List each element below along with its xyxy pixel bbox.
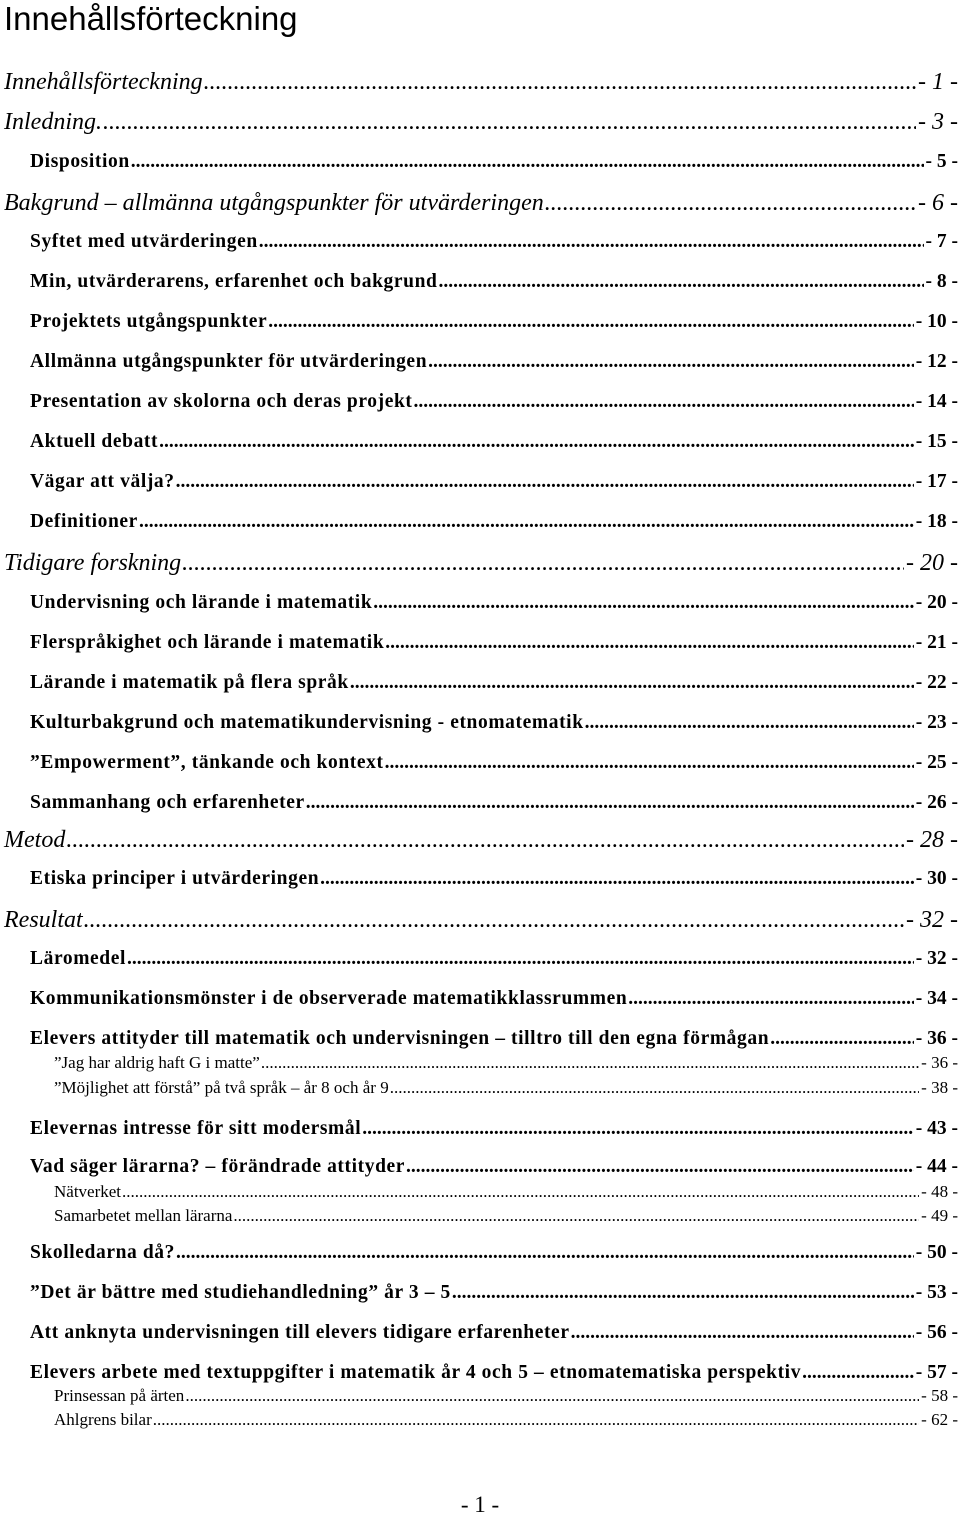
- toc-entry-title: ”Empowerment”, tänkande och kontext: [30, 752, 384, 773]
- toc-entry-page: - 26 -: [915, 792, 958, 813]
- toc-entry-title: ”Jag har aldrig haft G i matte”: [54, 1053, 260, 1072]
- toc-entry-title: Bakgrund – allmänna utgångspunkter för utvärderingen: [4, 190, 544, 216]
- toc-entry-title: Kulturbakgrund och matematikundervisning - etnomatematik: [30, 712, 584, 733]
- toc-entry-title: Elevernas intresse för sitt modersmål: [30, 1118, 362, 1139]
- toc-entry-page: - 8 -: [925, 271, 958, 292]
- toc-entry-page: - 21 -: [915, 632, 958, 653]
- toc-entry-title: Vad säger lärarna? – förändrade attityder: [30, 1156, 406, 1177]
- toc-entry-title: ”Möjlighet att förstå” på två språk – år 8 och år 9: [54, 1078, 389, 1097]
- toc-entry[interactable]: [0, 1053, 960, 1073]
- toc-entry[interactable]: [0, 866, 960, 892]
- toc-entry-title: Etiska principer i utvärderingen: [30, 868, 320, 889]
- toc-entry-page: - 12 -: [915, 351, 958, 372]
- toc-entry-page: - 57 -: [915, 1362, 958, 1383]
- toc-entry-page: - 44 -: [915, 1156, 958, 1177]
- dot-leader: [176, 469, 914, 495]
- dot-leader: [185, 1386, 919, 1406]
- toc-entry-title: Prinsessan på ärten: [54, 1386, 185, 1405]
- toc-entry[interactable]: [0, 349, 960, 375]
- toc-entry-page: - 48 -: [921, 1182, 958, 1201]
- dot-leader: [139, 509, 914, 535]
- dot-leader: [204, 68, 916, 96]
- toc-entry-title: Presentation av skolorna och deras projekt: [30, 391, 413, 412]
- toc-entry-title: Flerspråkighet och lärande i matematik: [30, 632, 385, 653]
- toc-entry[interactable]: [0, 590, 960, 616]
- toc-entry[interactable]: [0, 108, 960, 136]
- dot-leader: [802, 1360, 914, 1386]
- toc-entry-title: Ahlgrens bilar: [54, 1410, 152, 1429]
- dot-leader: [66, 826, 904, 854]
- toc-entry-page: - 1 -: [918, 69, 958, 95]
- toc-entry[interactable]: [0, 189, 960, 217]
- toc-entry-title: ”Det är bättre med studiehandledning” år 3 – 5: [30, 1282, 451, 1303]
- toc-entry-page: - 22 -: [915, 672, 958, 693]
- dot-leader: [545, 189, 916, 217]
- toc-entry[interactable]: [0, 229, 960, 255]
- toc-entry[interactable]: [0, 1280, 960, 1306]
- toc-entry-page: - 49 -: [921, 1206, 958, 1225]
- toc-entry-page: - 28 -: [906, 827, 958, 853]
- toc-entry-page: - 43 -: [915, 1118, 958, 1139]
- toc-entry[interactable]: [0, 1410, 960, 1430]
- dot-leader: [385, 630, 913, 656]
- toc-entry-title: Definitioner: [30, 511, 138, 532]
- dot-leader: [153, 1410, 919, 1430]
- toc-entry-title: Tidigare forskning: [4, 550, 182, 576]
- toc-entry-title: Samarbetet mellan lärarna: [54, 1206, 233, 1225]
- toc-entry[interactable]: [0, 1240, 960, 1266]
- toc-entry[interactable]: [0, 750, 960, 776]
- dot-leader: [390, 1078, 919, 1098]
- dot-leader: [452, 1280, 914, 1306]
- toc-entry[interactable]: [0, 1116, 960, 1142]
- toc-entry-page: - 20 -: [915, 592, 958, 613]
- toc-entry-title: Aktuell debatt: [30, 431, 159, 452]
- toc-entry[interactable]: [0, 469, 960, 495]
- toc-entry-page: - 18 -: [915, 511, 958, 532]
- dot-leader: [182, 549, 904, 577]
- toc-entry-title: Vägar att välja?: [30, 471, 175, 492]
- toc-entry-page: - 36 -: [921, 1053, 958, 1072]
- dot-leader: [585, 710, 914, 736]
- toc-entry[interactable]: [0, 1078, 960, 1098]
- toc-entry-title: Inledning.: [4, 109, 102, 135]
- toc-entry-title: Skolledarna då?: [30, 1242, 175, 1263]
- toc-entry-title: Lärande i matematik på flera språk: [30, 672, 349, 693]
- toc-entry-page: - 58 -: [921, 1386, 958, 1405]
- toc-entry-title: Elevers arbete med textuppgifter i matematik år 4 och 5 – etnomatematiska perspektiv: [30, 1362, 802, 1383]
- toc-entry-page: - 36 -: [915, 1028, 958, 1049]
- toc-entry[interactable]: [0, 389, 960, 415]
- toc-entry-title: Allmänna utgångspunkter för utvärderingen: [30, 351, 428, 372]
- dot-leader: [259, 229, 924, 255]
- toc-entry[interactable]: [0, 1360, 960, 1386]
- dot-leader: [406, 1154, 914, 1180]
- toc-entry-title: Nätverket: [54, 1182, 122, 1201]
- dot-leader: [103, 108, 916, 136]
- toc-entry-page: - 62 -: [921, 1410, 958, 1429]
- toc-entry-page: - 7 -: [925, 231, 958, 252]
- toc-entry[interactable]: [0, 710, 960, 736]
- toc-entry-page: - 15 -: [915, 431, 958, 452]
- toc-entry[interactable]: [0, 906, 960, 934]
- dot-leader: [414, 389, 914, 415]
- toc-entry[interactable]: [0, 269, 960, 295]
- toc-entry-page: - 32 -: [915, 948, 958, 969]
- toc-entry[interactable]: [0, 149, 960, 175]
- dot-leader: [127, 946, 914, 972]
- toc-entry[interactable]: [0, 986, 960, 1012]
- dot-leader: [362, 1116, 913, 1142]
- dot-leader: [373, 590, 913, 616]
- dot-leader: [122, 1182, 919, 1202]
- toc-entry[interactable]: [0, 670, 960, 696]
- toc-entry-page: - 5 -: [925, 151, 958, 172]
- toc-entry[interactable]: [0, 549, 960, 577]
- toc-entry[interactable]: [0, 790, 960, 816]
- dot-leader: [131, 149, 924, 175]
- dot-leader: [350, 670, 914, 696]
- toc-entry-title: Elevers attityder till matematik och undervisningen – tilltro till den egna förmågan: [30, 1028, 770, 1049]
- toc-entry-title: Innehållsförteckning: [4, 69, 203, 95]
- toc-entry[interactable]: [0, 1206, 960, 1226]
- page-number: - 1 -: [460, 1492, 500, 1517]
- toc-entry-title: Disposition: [30, 151, 130, 172]
- toc-entry-page: - 20 -: [906, 550, 958, 576]
- dot-leader: [439, 269, 924, 295]
- toc-entry-title: Läromedel: [30, 948, 127, 969]
- toc-entry-page: - 25 -: [915, 752, 958, 773]
- toc-entry-page: - 6 -: [918, 190, 958, 216]
- dot-leader: [306, 790, 914, 816]
- toc-entry[interactable]: [0, 68, 960, 96]
- toc-entry[interactable]: [0, 1386, 960, 1406]
- toc-entry[interactable]: [0, 946, 960, 972]
- dot-leader: [268, 309, 913, 335]
- dot-leader: [571, 1320, 914, 1346]
- page-title: Innehållsförteckning: [4, 0, 298, 37]
- dot-leader: [176, 1240, 914, 1266]
- toc-entry-title: Syftet med utvärderingen: [30, 231, 258, 252]
- toc-entry-title: Min, utvärderarens, erfarenhet och bakgrund: [30, 271, 438, 292]
- toc-entry-page: - 50 -: [915, 1242, 958, 1263]
- toc-entry-title: Kommunikationsmönster i de observerade matematikklassrummen: [30, 988, 628, 1009]
- dot-leader: [84, 906, 904, 934]
- dot-leader: [159, 429, 914, 455]
- toc-entry[interactable]: [0, 1154, 960, 1180]
- toc-entry-title: Projektets utgångspunkter: [30, 311, 268, 332]
- toc-entry[interactable]: [0, 1320, 960, 1346]
- dot-leader: [320, 866, 914, 892]
- dot-leader: [261, 1053, 919, 1073]
- toc-entry-title: Resultat: [4, 907, 83, 933]
- toc-entry-page: - 23 -: [915, 712, 958, 733]
- dot-leader: [770, 1026, 914, 1052]
- toc-entry-page: - 34 -: [915, 988, 958, 1009]
- toc-entry[interactable]: [0, 1026, 960, 1052]
- toc-entry[interactable]: [0, 1182, 960, 1202]
- toc-entry-page: - 30 -: [915, 868, 958, 889]
- toc-entry[interactable]: [0, 429, 960, 455]
- toc-entry-page: - 10 -: [915, 311, 958, 332]
- toc-entry[interactable]: [0, 630, 960, 656]
- toc-entry-page: - 38 -: [921, 1078, 958, 1097]
- toc-entry[interactable]: [0, 509, 960, 535]
- toc-entry-title: Att anknyta undervisningen till elevers tidigare erfarenheter: [30, 1322, 570, 1343]
- dot-leader: [628, 986, 913, 1012]
- toc-entry-page: - 56 -: [915, 1322, 958, 1343]
- toc-entry-page: - 32 -: [906, 907, 958, 933]
- toc-entry-page: - 3 -: [918, 109, 958, 135]
- dot-leader: [385, 750, 914, 776]
- toc-entry-title: Metod: [4, 827, 66, 853]
- toc-entry-title: Undervisning och lärande i matematik: [30, 592, 373, 613]
- dot-leader: [428, 349, 914, 375]
- toc-entry-page: - 17 -: [915, 471, 958, 492]
- toc-entry[interactable]: [0, 826, 960, 854]
- toc-entry-page: - 14 -: [915, 391, 958, 412]
- toc-entry-page: - 53 -: [915, 1282, 958, 1303]
- dot-leader: [233, 1206, 919, 1226]
- toc-entry-title: Sammanhang och erfarenheter: [30, 792, 305, 813]
- toc-entry[interactable]: [0, 309, 960, 335]
